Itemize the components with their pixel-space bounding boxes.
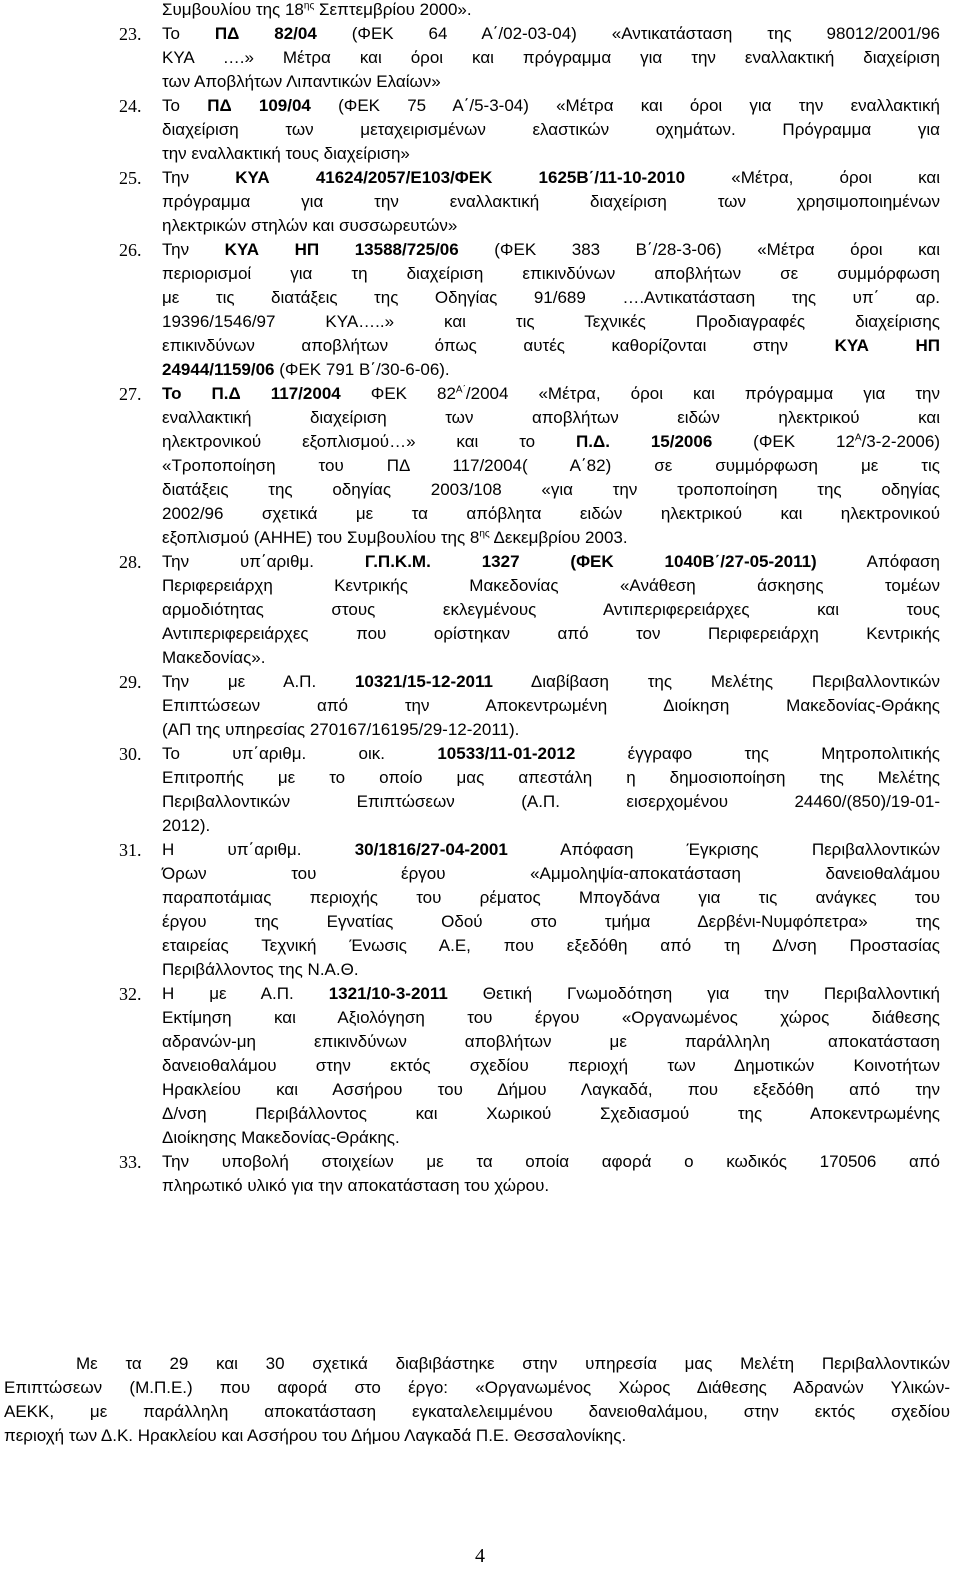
item-text-line: Δ/νση Περιβάλλοντος και Χωρικού Σχεδιασμού της Αποκεντρωμένης [162, 1104, 940, 1123]
item-text-line: αρμοδιότητας στους εκλεγμένους Αντιπεριφερειάρχες και τους [162, 600, 940, 619]
item-text-line: πληρωτικό υλικό για την αποκατάσταση του χώρου. [162, 1176, 550, 1195]
item-number: 31. [119, 840, 142, 860]
item-text-line: Την ΚΥΑ 41624/2057/Ε103/ΦΕΚ 1625Β΄/11-10-2010 «Μέτρα, όροι και [162, 168, 940, 187]
item-text-line: αδρανών-μη επικινδύνων αποβλήτων με παράλληλη αποκατάσταση [162, 1032, 940, 1051]
item-text-line: (ΑΠ της υπηρεσίας 270167/16195/29-12-2011). [162, 720, 520, 739]
item-text-line: των Αποβλήτων Λιπαντικών Ελαίων» [162, 72, 441, 91]
item-text-line: 2002/96 σχετικά με τα απόβλητα ειδών ηλεκτρικού και ηλεκτρονικού [162, 504, 940, 523]
reference-item [0, 742, 960, 838]
item-text-line: Την υπ΄αριθμ. Γ.Π.Κ.Μ. 1327 (ΦΕΚ 1040Β΄/27-05-2011) Απόφαση [162, 552, 941, 571]
reference-item [0, 238, 960, 382]
item-text-line: εξοπλισμού (ΑΗΗΕ) του Συμβουλίου της $8^{\eta\varsigma}$ Δεκεμβρίου 2003. [162, 528, 628, 547]
item-number: 32. [119, 984, 142, 1004]
item-text-line: Όρων του έργου «Αμμοληψία-αποκατάσταση δανειοθαλάμου [162, 864, 940, 883]
item-text-line: Την ΚΥΑ ΗΠ 13588/725/06 (ΦΕΚ 383 Β΄/28-3-06) «Μέτρα όροι και [162, 240, 941, 259]
item-text-line: Επιτροπής με το οποίο μας απεστάλη η δημοσιοποίηση της Μελέτης [162, 768, 940, 787]
item-text-line: Επιπτώσεων από την Αποκεντρωμένη Διοίκηση Μακεδονίας-Θράκης [162, 696, 940, 715]
item-text-line: εταιρείας Τεχνική Ένωσις Α.Ε, που εξεδόθη από τη Δ/νση Προστασίας [162, 936, 940, 955]
closing-line: Με τα 29 και 30 σχετικά διαβιβάστηκε στην υπηρεσία μας Μελέτη Περιβαλλοντικών [76, 1354, 950, 1373]
item-text-line: Το υπ΄αριθμ. οικ. 10533/11-01-2012 έγγραφο της Μητροπολιτικής [162, 744, 940, 763]
continued-line: Συμβουλίου της $18^{\eta\varsigma}$ Σεπτεμβρίου 2000». [162, 0, 472, 19]
page-number: 4 [475, 1545, 485, 1567]
item-text-line: έργου της Εγνατίας Οδού στο τμήμα Δερβένι-Νυμφόπετρα» της [162, 912, 940, 931]
reference-item [0, 22, 960, 94]
reference-item [0, 1150, 960, 1198]
item-number: 30. [119, 744, 142, 764]
closing-line: Επιπτώσεων (Μ.Π.Ε.) που αφορά στο έργο: «Οργανωμένος Χώρος Διάθεσης Αδρανών Υλικών- [4, 1378, 950, 1397]
item-text-line: Εκτίμηση και Αξιολόγηση του έργου «Οργανωμένος χώρος διάθεσης [162, 1008, 940, 1027]
item-text-line: Μακεδονίας». [162, 648, 266, 667]
item-number: 24. [119, 96, 142, 116]
item-text-line: εναλλακτική διαχείριση των αποβλήτων ειδών ηλεκτρικού και [162, 408, 940, 427]
item-text-line: Διοίκησης Μακεδονίας-Θράκης. [162, 1128, 400, 1147]
item-text-line: Η με Α.Π. 1321/10-3-2011 Θετική Γνωμοδότηση για την Περιβαλλοντική [162, 984, 940, 1003]
item-text-line: Το Π.Δ 117/2004 ΦΕΚ $82^{A΄}/2004$ «Μέτρα, όροι και πρόγραμμα για την [162, 384, 940, 403]
item-text-line: δανειοθαλάμου στην εκτός σχεδίου περιοχή των Δημοτικών Κοινοτήτων [162, 1056, 940, 1075]
item-text-line: Η υπ΄αριθμ. 30/1816/27-04-2001 Απόφαση Έγκρισης Περιβαλλοντικών [162, 840, 940, 859]
item-text-line: ηλεκτρικών στηλών και συσσωρευτών» [162, 216, 458, 235]
closing-line: περιοχή των Δ.Κ. Ηρακλείου και Ασσήρου του Δήμου Λαγκαδά Π.Ε. Θεσσαλονίκης. [4, 1426, 627, 1445]
item-text-line: «Τροποποίηση του ΠΔ 117/2004( Α΄82) σε συμμόρφωση με τις [162, 456, 940, 475]
reference-item [0, 670, 960, 742]
continued-item [0, 0, 960, 22]
item-text-line: 2012). [162, 816, 211, 835]
item-number: 28. [119, 552, 142, 572]
item-text-line: περιορισμοί για τη διαχείριση επικινδύνων αποβλήτων σε συμμόρφωση [162, 264, 940, 283]
item-text-line: Την με Α.Π. 10321/15-12-2011 Διαβίβαση της Μελέτης Περιβαλλοντικών [162, 672, 940, 691]
item-text-line: την εναλλακτική τους διαχείριση» [162, 144, 410, 163]
item-number: 29. [119, 672, 142, 692]
item-text-line: Ηρακλείου και Ασσήρου του Δήμου Λαγκαδά, που εξεδόθη από την [162, 1080, 940, 1099]
item-number: 23. [119, 24, 142, 44]
item-number: 25. [119, 168, 142, 188]
reference-item [0, 94, 960, 166]
item-text-line: Το ΠΔ 109/04 (ΦΕΚ 75 Α΄/5-3-04) «Μέτρα και όροι για την εναλλακτική [162, 96, 940, 115]
item-number: 26. [119, 240, 142, 260]
item-text-line: πρόγραμμα για την εναλλακτική διαχείριση των χρησιμοποιημένων [162, 192, 940, 211]
item-text-line: Αντιπεριφερειάρχες που ορίστηκαν από τον Περιφερειάρχη Κεντρικής [162, 624, 940, 643]
item-text-line: ηλεκτρονικού εξοπλισμού…» και το Π.Δ. 15/2006 (ΦΕΚ $12^A/3-2-2006$) [162, 432, 940, 451]
item-number: 27. [119, 384, 142, 404]
item-number: 33. [119, 1152, 142, 1172]
reference-item [0, 166, 960, 238]
item-text-line: παραποτάμιας περιοχής του ρέματος Μπογδάνα για τις ανάγκες του [162, 888, 940, 907]
item-text-line: Την υποβολή στοιχείων με τα οποία αφορά ο κωδικός 170506 από [162, 1152, 940, 1171]
reference-item [0, 838, 960, 982]
item-text-line: διατάξεις της οδηγίας 2003/108 «για την τροποποίηση της οδηγίας [162, 480, 940, 499]
references-list [0, 22, 960, 1198]
item-text-line: Το ΠΔ 82/04 (ΦΕΚ 64 Α΄/02-03-04) «Αντικατάσταση της 98012/2001/96 [162, 24, 940, 43]
reference-item [0, 550, 960, 670]
closing-paragraph [0, 1352, 960, 1448]
reference-item [0, 382, 960, 550]
item-text-line: ΚΥΑ ….» Μέτρα και όροι και πρόγραμμα για την εναλλακτική διαχείριση [162, 48, 940, 67]
item-text-line: Περιφερειάρχη Κεντρικής Μακεδονίας «Ανάθεση άσκησης τομέων [162, 576, 940, 595]
item-text-line: επικινδύνων αποβλήτων όπως αυτές καθορίζονται στην ΚΥΑ ΗΠ [162, 336, 940, 355]
item-text-line: 19396/1546/97 ΚΥΑ…..» και τις Τεχνικές Προδιαγραφές διαχείρισης [162, 312, 940, 331]
item-text-line: με τις διατάξεις της Οδηγίας 91/689 ….Αντικατάσταση της υπ΄ αρ. [162, 288, 940, 307]
item-text-line: διαχείριση των μεταχειρισμένων ελαστικών οχημάτων. Πρόγραμμα για [162, 120, 940, 139]
item-text-line: Περιβάλλοντος της Ν.Α.Θ. [162, 960, 359, 979]
reference-item [0, 982, 960, 1150]
closing-line: ΑΕΚΚ, με παράλληλη αποκατάσταση εγκαταλελειμμένου δανειοθαλάμου, στην εκτός σχεδίου [4, 1402, 950, 1421]
item-text-line: 24944/1159/06 (ΦΕΚ 791 Β΄/30-6-06). [162, 360, 450, 379]
item-text-line: Περιβαλλοντικών Επιπτώσεων (Α.Π. εισερχομένου 24460/(850)/19-01- [162, 792, 940, 811]
